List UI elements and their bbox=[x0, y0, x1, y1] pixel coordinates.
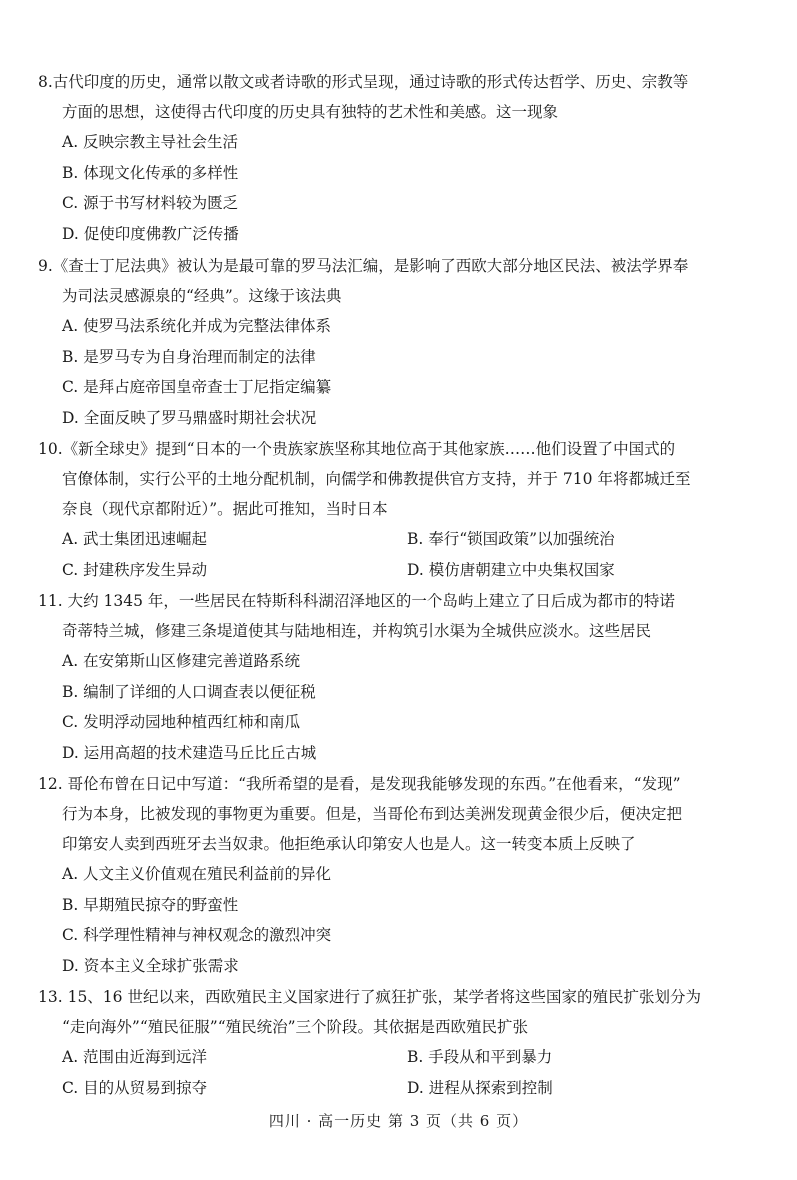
option-b: B. 奉行“锁国政策”以加强统治 bbox=[407, 530, 615, 548]
question-stem-line: 官僚体制，实行公平的土地分配机制，向儒学和佛教提供官方支持，并于 710 年将都城迁至 bbox=[62, 470, 691, 488]
question-stem-line: 奈良（现代京都附近）”。据此可推知，当时日本 bbox=[62, 500, 388, 518]
option-a: A. 武士集团迅速崛起 bbox=[62, 530, 208, 548]
question-9 bbox=[38, 251, 764, 433]
option-c: C. 科学理性精神与神权观念的激烈冲突 bbox=[62, 926, 332, 944]
option-d: D. 运用高超的技术建造马丘比丘古城 bbox=[62, 743, 317, 762]
option-c: C. 发明浮动园地种植西红柿和南瓜 bbox=[62, 713, 301, 731]
question-stem-line: 12. 哥伦布曾在日记中写道：“我所希望的是看，是发现我能够发现的东西。”在他看来，“发现” bbox=[38, 775, 681, 793]
question-stem-line: 8.古代印度的历史，通常以散文或者诗歌的形式呈现，通过诗歌的形式传达哲学、历史、宗教等 bbox=[38, 73, 689, 91]
option-a: A. 在安第斯山区修建完善道路系统 bbox=[62, 652, 301, 670]
option-row bbox=[38, 524, 764, 555]
page-footer: 四川 · 高一历史 第 3 页（共 6 页） bbox=[268, 1112, 529, 1130]
question-11 bbox=[38, 586, 764, 768]
question-stem-line: 9.《查士丁尼法典》被认为是最可靠的罗马法汇编，是影响了西欧大部分地区民法、被法学界奉 bbox=[38, 257, 689, 275]
option-c: C. 封建秩序发生异动 bbox=[62, 560, 208, 579]
question-stem-line: 10.《新全球史》提到“日本的一个贵族家族坚称其地位高于其他家族……他们设置了中国式的 bbox=[38, 440, 676, 458]
question-stem-line: “走向海外”“殖民征服”“殖民统治”三个阶段。其依据是西欧殖民扩张 bbox=[62, 1018, 529, 1036]
question-stem-line: 11. 大约 1345 年，一些居民在特斯科科湖沼泽地区的一个岛屿上建立了日后成为都市的特诺 bbox=[38, 592, 675, 610]
question-10 bbox=[38, 434, 764, 585]
option-c: C. 目的从贸易到掠夺 bbox=[62, 1078, 208, 1097]
option-row bbox=[38, 1042, 764, 1073]
option-a: A. 人文主义价值观在殖民利益前的异化 bbox=[62, 865, 332, 883]
question-stem-line: 奇蒂特兰城，修建三条堤道使其与陆地相连，并构筑引水渠为全城供应淡水。这些居民 bbox=[62, 622, 652, 640]
option-b: B. 手段从和平到暴力 bbox=[407, 1048, 553, 1066]
option-a: A. 使罗马法系统化并成为完整法律体系 bbox=[62, 317, 332, 335]
option-c: C. 源于书写材料较为匮乏 bbox=[62, 194, 239, 212]
option-b: B. 早期殖民掠夺的野蛮性 bbox=[62, 895, 239, 914]
question-8 bbox=[38, 67, 764, 249]
question-stem-line: 为司法灵感源泉的“经典”。这缘于该法典 bbox=[62, 287, 342, 305]
option-d: D. 模仿唐朝建立中央集权国家 bbox=[407, 560, 615, 579]
option-a: A. 范围由近海到远洋 bbox=[62, 1048, 208, 1066]
option-b: B. 编制了详细的人口调查表以便征税 bbox=[62, 682, 316, 701]
option-row bbox=[38, 1073, 764, 1104]
question-12 bbox=[38, 769, 764, 981]
question-stem-line: 13. 15、16 世纪以来，西欧殖民主义国家进行了疯狂扩张，某学者将这些国家的殖民扩张划分为 bbox=[38, 988, 701, 1006]
option-d: D. 资本主义全球扩张需求 bbox=[62, 956, 239, 975]
option-d: D. 全面反映了罗马鼎盛时期社会状况 bbox=[62, 408, 317, 427]
question-stem-line: 印第安人卖到西班牙去当奴隶。他拒绝承认印第安人也是人。这一转变本质上反映了 bbox=[62, 835, 636, 853]
question-stem-line: 方面的思想，这使得古代印度的历史具有独特的艺术性和美感。这一现象 bbox=[62, 103, 559, 121]
option-b: B. 体现文化传承的多样性 bbox=[62, 163, 239, 182]
option-a: A. 反映宗教主导社会生活 bbox=[62, 133, 239, 151]
option-c: C. 是拜占庭帝国皇帝查士丁尼指定编纂 bbox=[62, 378, 332, 396]
question-stem-line: 行为本身，比被发现的事物更为重要。但是，当哥伦布到达美洲发现黄金很少后，便决定把 bbox=[62, 805, 683, 823]
option-d: D. 进程从探索到控制 bbox=[407, 1078, 553, 1097]
option-row bbox=[38, 555, 764, 586]
question-13 bbox=[38, 982, 764, 1103]
option-d: D. 促使印度佛教广泛传播 bbox=[62, 224, 239, 243]
option-b: B. 是罗马专为自身治理而制定的法律 bbox=[62, 347, 316, 366]
